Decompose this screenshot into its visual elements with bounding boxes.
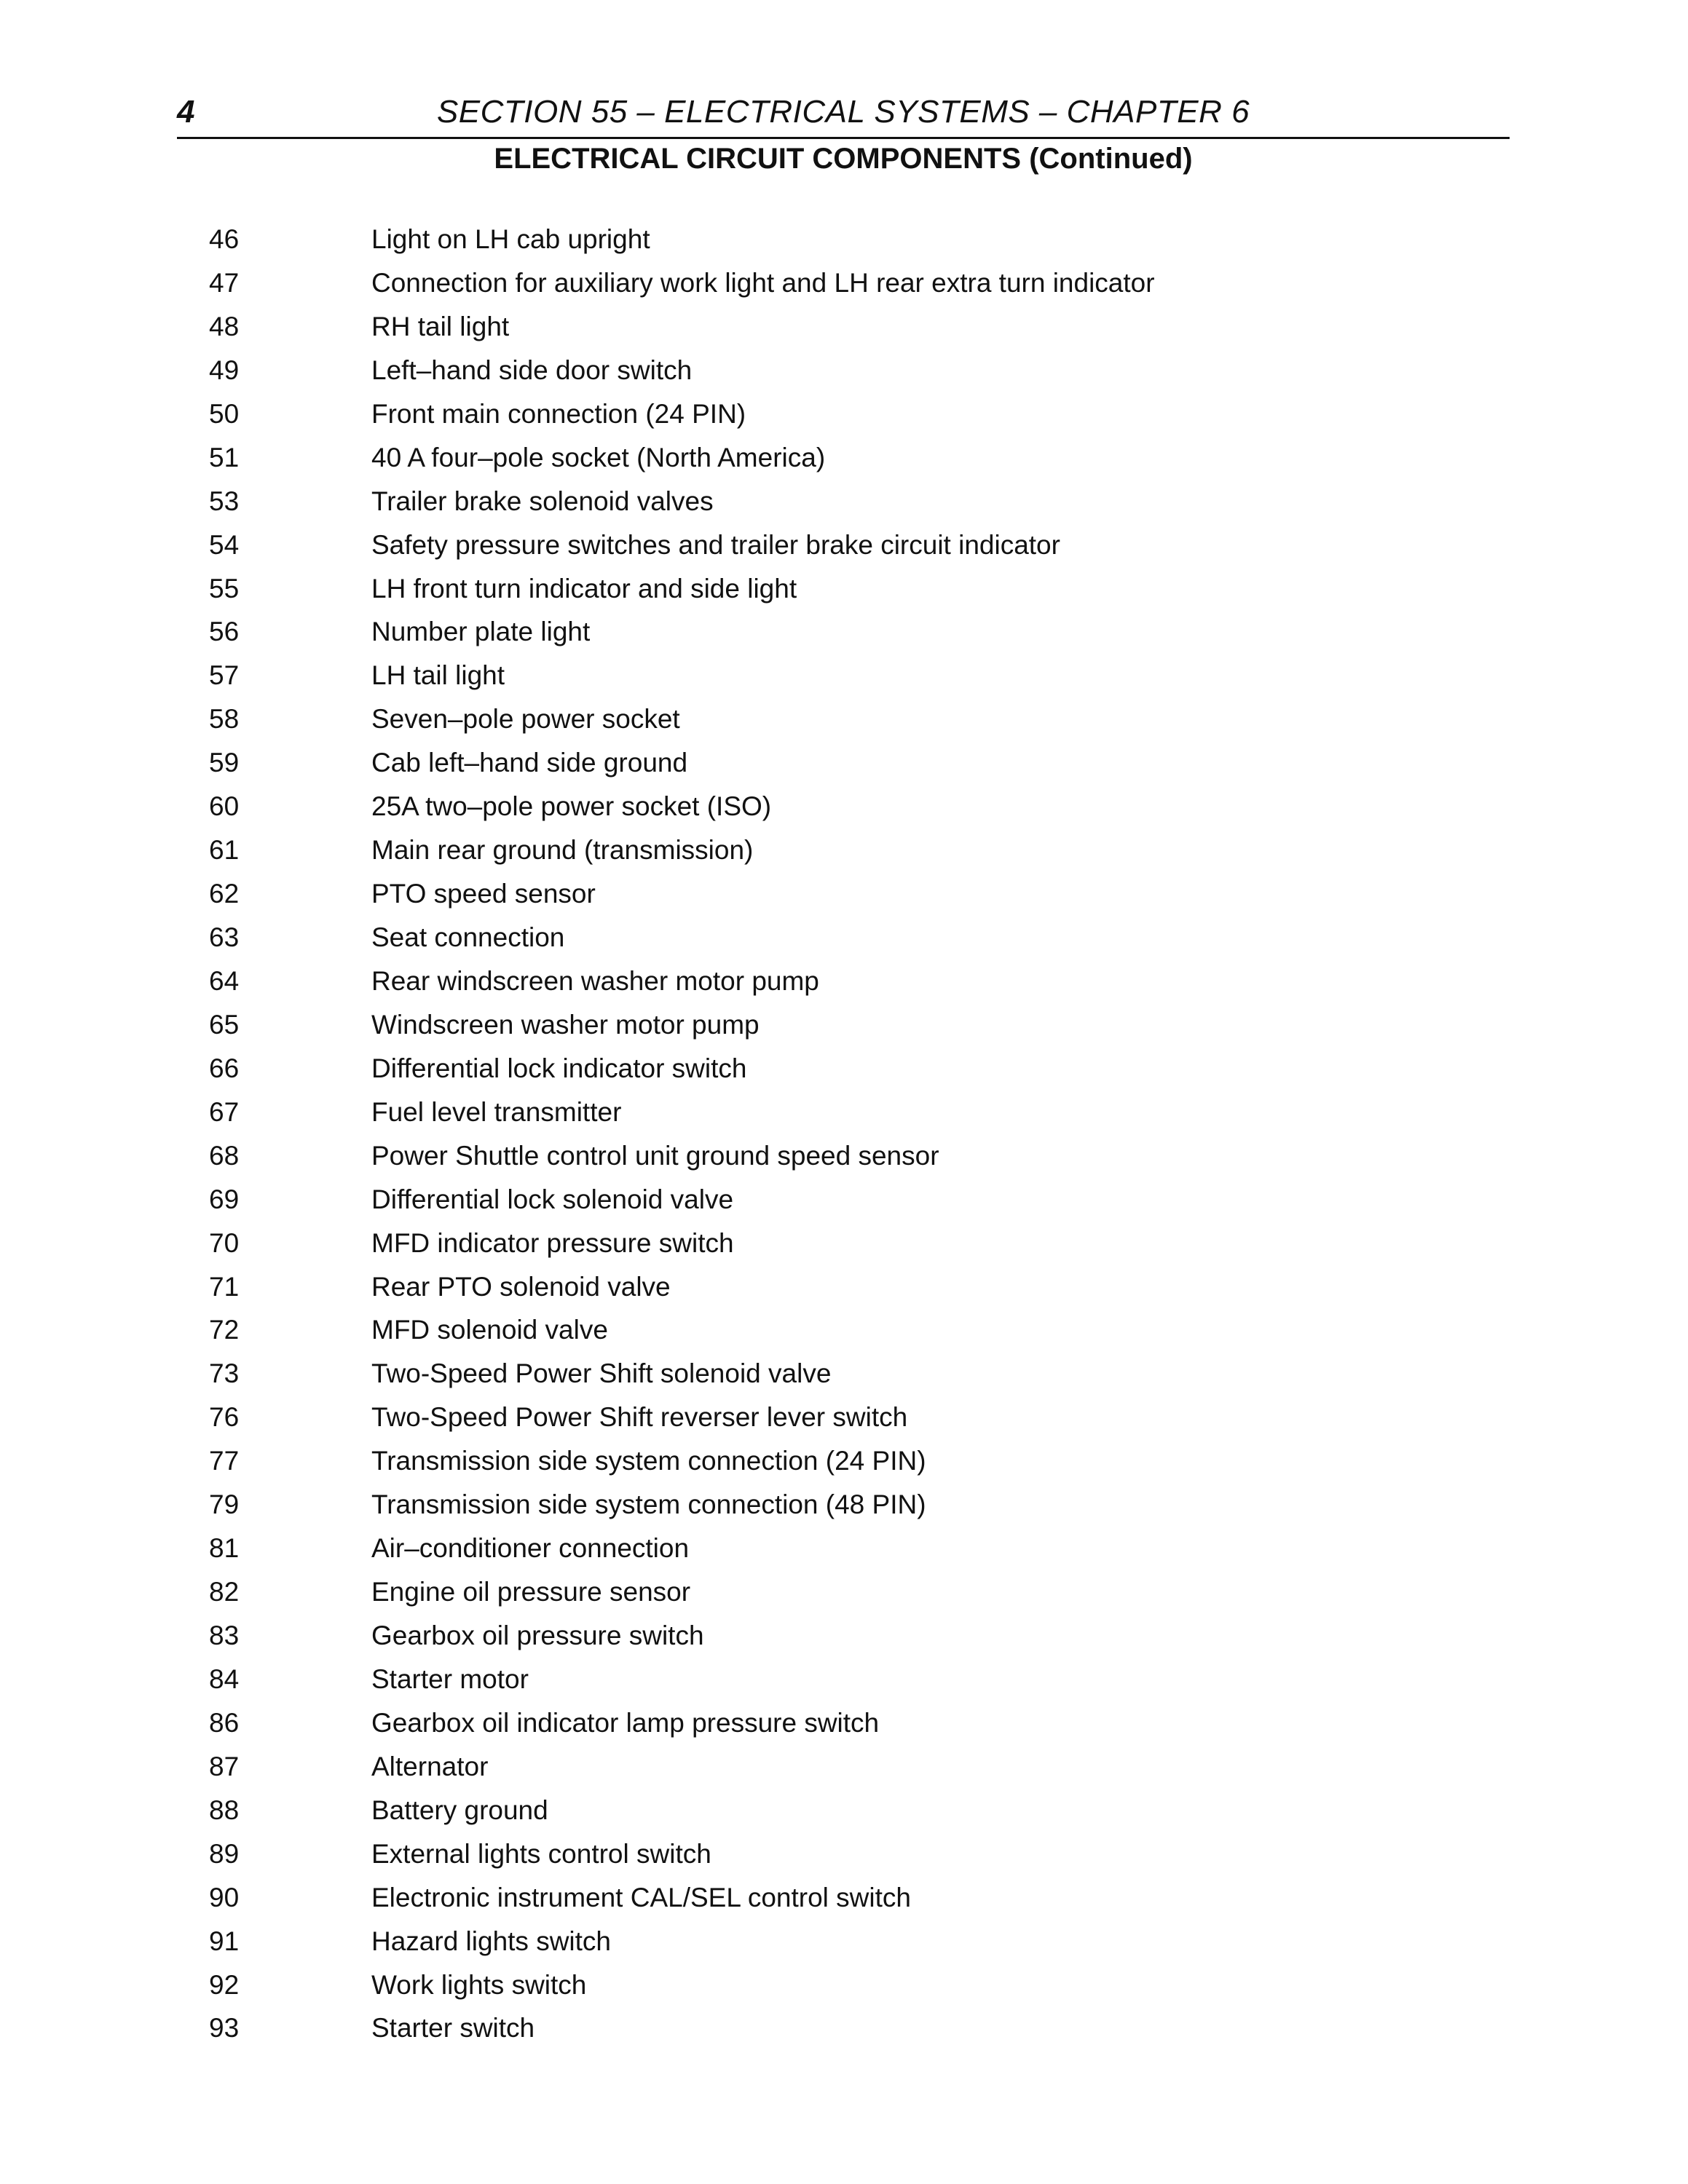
item-number: 91 — [209, 1926, 240, 1956]
list-item — [0, 612, 1688, 656]
list-item — [0, 918, 1688, 962]
item-number: 83 — [209, 1621, 240, 1650]
list-item — [0, 1180, 1688, 1224]
list-item — [0, 1572, 1688, 1616]
list-item — [0, 220, 1688, 264]
item-number: 55 — [209, 573, 240, 604]
item-number: 81 — [209, 1533, 240, 1564]
item-description: Transmission side system connection (48 PIN) — [371, 1489, 926, 1520]
list-item — [0, 351, 1688, 395]
list-item — [0, 1835, 1688, 1878]
item-description: Two-Speed Power Shift solenoid valve — [371, 1358, 832, 1389]
list-item — [0, 962, 1688, 1005]
item-number: 58 — [209, 704, 240, 735]
item-description: Hazard lights switch — [371, 1926, 612, 1956]
item-number: 64 — [209, 965, 240, 996]
item-number: 70 — [209, 1227, 240, 1258]
item-description: RH tail light — [371, 311, 510, 341]
item-description: Safety pressure switches and trailer brake circuit indicator — [371, 529, 1060, 560]
list-item — [0, 2009, 1688, 2052]
item-description: LH tail light — [371, 660, 505, 691]
item-description: Battery ground — [371, 1795, 548, 1825]
item-number: 76 — [209, 1402, 240, 1433]
item-number: 71 — [209, 1271, 240, 1302]
item-number: 46 — [209, 224, 240, 254]
item-description: Air–conditioner connection — [371, 1533, 690, 1564]
item-number: 65 — [209, 1009, 240, 1040]
list-item — [0, 1922, 1688, 1966]
list-item — [0, 307, 1688, 351]
item-number: 92 — [209, 1969, 240, 2000]
item-number: 54 — [209, 529, 240, 560]
item-number: 66 — [209, 1053, 240, 1083]
list-item — [0, 438, 1688, 482]
item-number: 47 — [209, 267, 240, 298]
item-number: 72 — [209, 1315, 240, 1345]
list-item — [0, 264, 1688, 307]
item-number: 50 — [209, 398, 240, 429]
section-title: SECTION 55 – ELECTRICAL SYSTEMS – CHAPTER 6 — [436, 94, 1250, 130]
item-description: Differential lock solenoid valve — [371, 1184, 734, 1214]
list-item — [0, 874, 1688, 918]
page-number: 4 — [177, 94, 195, 130]
item-description: Rear windscreen washer motor pump — [371, 965, 819, 996]
item-number: 82 — [209, 1577, 240, 1607]
item-description: External lights control switch — [371, 1838, 711, 1869]
list-item — [0, 1310, 1688, 1354]
list-item — [0, 1398, 1688, 1441]
component-list — [0, 220, 1688, 2052]
item-description: Gearbox oil indicator lamp pressure switch — [371, 1707, 880, 1738]
item-description: LH front turn indicator and side light — [371, 573, 797, 604]
list-item — [0, 743, 1688, 787]
item-number: 87 — [209, 1751, 240, 1781]
item-description: Gearbox oil pressure switch — [371, 1621, 704, 1650]
list-item — [0, 1747, 1688, 1791]
item-description: Front main connection (24 PIN) — [371, 398, 746, 429]
item-description: Starter switch — [371, 2013, 535, 2043]
list-item — [0, 1529, 1688, 1572]
list-item — [0, 1878, 1688, 1922]
item-description: Power Shuttle control unit ground speed sensor — [371, 1140, 939, 1171]
item-number: 93 — [209, 2013, 240, 2043]
list-item — [0, 1485, 1688, 1529]
item-number: 63 — [209, 922, 240, 952]
item-number: 56 — [209, 617, 240, 647]
list-item — [0, 787, 1688, 831]
item-number: 67 — [209, 1096, 240, 1127]
item-number: 84 — [209, 1663, 240, 1694]
item-description: MFD indicator pressure switch — [371, 1227, 734, 1258]
item-number: 48 — [209, 311, 240, 341]
item-description: Engine oil pressure sensor — [371, 1577, 691, 1607]
item-number: 79 — [209, 1489, 240, 1520]
list-item — [0, 1660, 1688, 1704]
item-description: Seven–pole power socket — [371, 704, 680, 735]
list-item — [0, 1791, 1688, 1835]
item-description: Work lights switch — [371, 1969, 587, 2000]
list-item — [0, 1441, 1688, 1485]
list-item — [0, 1616, 1688, 1660]
page-header — [177, 90, 1510, 139]
list-item — [0, 526, 1688, 569]
item-description: Windscreen washer motor pump — [371, 1009, 760, 1040]
item-description: Electronic instrument CAL/SEL control switch — [371, 1882, 911, 1912]
list-item — [0, 700, 1688, 743]
item-description: Fuel level transmitter — [371, 1096, 622, 1127]
item-number: 69 — [209, 1184, 240, 1214]
item-description: Cab left–hand side ground — [371, 748, 688, 778]
list-item — [0, 656, 1688, 700]
item-description: Transmission side system connection (24 PIN) — [371, 1446, 926, 1476]
item-number: 73 — [209, 1358, 240, 1389]
item-description: 40 A four–pole socket (North America) — [371, 442, 826, 472]
list-item — [0, 1136, 1688, 1180]
page-subtitle: ELECTRICAL CIRCUIT COMPONENTS (Continued) — [494, 143, 1193, 175]
item-description: Light on LH cab upright — [371, 224, 650, 254]
item-description: Rear PTO solenoid valve — [371, 1271, 671, 1302]
list-item — [0, 482, 1688, 526]
list-item — [0, 1093, 1688, 1136]
list-item — [0, 831, 1688, 874]
item-number: 77 — [209, 1446, 240, 1476]
item-description: Left–hand side door switch — [371, 355, 693, 385]
item-number: 62 — [209, 879, 240, 909]
list-item — [0, 1966, 1688, 2009]
item-description: Seat connection — [371, 922, 565, 952]
item-number: 57 — [209, 660, 240, 691]
item-number: 53 — [209, 486, 240, 516]
item-number: 88 — [209, 1795, 240, 1825]
item-description: Connection for auxiliary work light and LH rear extra turn indicator — [371, 267, 1155, 298]
list-item — [0, 1354, 1688, 1398]
item-description: Number plate light — [371, 617, 591, 647]
item-description: 25A two–pole power socket (ISO) — [371, 791, 772, 822]
list-item — [0, 395, 1688, 438]
list-item — [0, 1267, 1688, 1311]
item-number: 86 — [209, 1707, 240, 1738]
item-number: 61 — [209, 835, 240, 866]
list-item — [0, 1005, 1688, 1049]
item-description: PTO speed sensor — [371, 879, 596, 909]
item-description: Main rear ground (transmission) — [371, 835, 754, 866]
item-number: 51 — [209, 442, 240, 472]
item-number: 60 — [209, 791, 240, 822]
list-item — [0, 1224, 1688, 1267]
list-item — [0, 569, 1688, 613]
item-number: 59 — [209, 748, 240, 778]
item-description: Two-Speed Power Shift reverser lever switch — [371, 1402, 908, 1433]
item-description: Trailer brake solenoid valves — [371, 486, 714, 516]
item-description: Differential lock indicator switch — [371, 1053, 747, 1083]
item-number: 68 — [209, 1140, 240, 1171]
item-description: Starter motor — [371, 1663, 529, 1694]
item-number: 90 — [209, 1882, 240, 1912]
item-description: MFD solenoid valve — [371, 1315, 608, 1345]
list-item — [0, 1049, 1688, 1093]
item-description: Alternator — [371, 1751, 489, 1781]
list-item — [0, 1704, 1688, 1747]
item-number: 49 — [209, 355, 240, 385]
item-number: 89 — [209, 1838, 240, 1869]
